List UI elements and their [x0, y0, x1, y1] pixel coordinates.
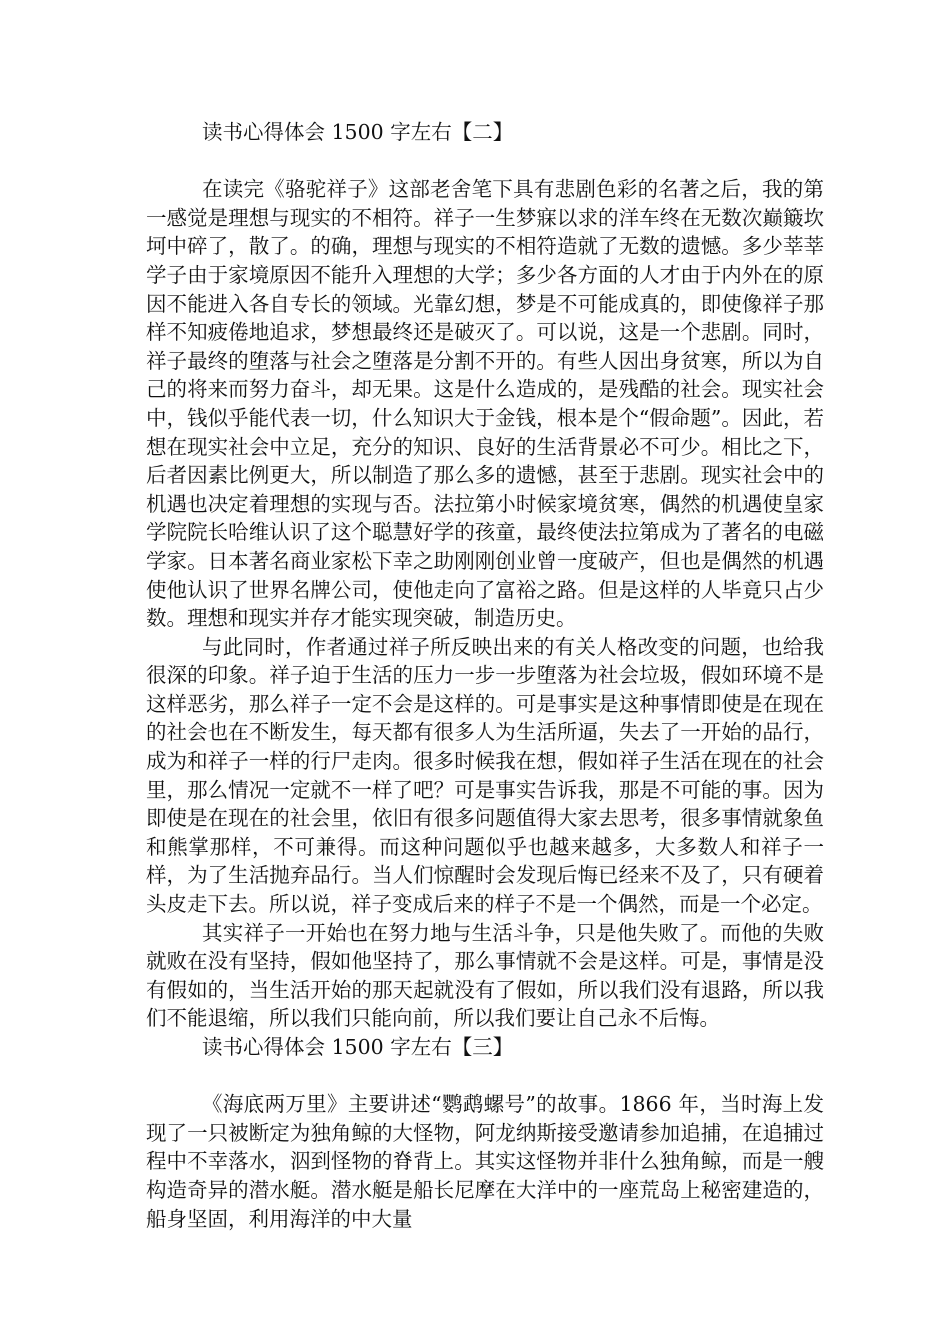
- section-heading-2: 读书心得体会 1500 字左右【二】: [202, 120, 514, 144]
- section-heading-3: 读书心得体会 1500 字左右【三】: [202, 1035, 514, 1059]
- spacer: [146, 1062, 824, 1091]
- paragraph: 其实祥子一开始也在努力地与生活斗争，只是他失败了。而他的失败就败在没有坚持，假如他坚持了，那么事情就不会是这样。可是，事情是没有假如的，当生活开始的那天起就没有了假如，所以我们没有退路，所以我们不能退缩，所以我们只能向前，所以我们要让自己永不后悔。: [146, 920, 824, 1031]
- document-page: [146, 118, 824, 1233]
- paragraph: 与此同时，作者通过祥子所反映出来的有关人格改变的问题，也给我很深的印象。祥子迫于生活的压力一步一步堕落为社会垃圾，假如环境不是这样恶劣，那么祥子一定不会是这样的。可是事实是这种事情即使是在现在的社会也在不断发生，每天都有很多人为生活所逼，失去了一开始的品行，成为和祥子一样的行尸走肉。很多时候我在想，假如祥子生活在现在的社会里，那么情况一定就不一样了吧？可是事实告诉我，那是不可能的事。因为即使是在现在的社会里，依旧有很多问题值得大家去思考，很多事情就象鱼和熊掌那样，不可兼得。而这种问题似乎也越来越多，大多数人和祥子一样，为了生活抛弃品行。当人们惊醒时会发现后悔已经来不及了，只有硬着头皮走下去。所以说，祥子变成后来的样子不是一个偶然，而是一个必定。: [146, 634, 824, 917]
- paragraph: 《海底两万里》主要讲述“鹦鹉螺号”的故事。1866 年，当时海上发现了一只被断定为独角鲸的大怪物，阿龙纳斯接受邀请参加追捕，在追捕过程中不幸落水，泅到怪物的脊背上。其实这怪物并非什么独角鲸，而是一艘构造奇异的潜水艇。潜水艇是船长尼摩在大洋中的一座荒岛上秘密建造的，船身坚固，利用海洋的中大量: [146, 1092, 824, 1231]
- spacer: [146, 147, 824, 176]
- paragraph: 在读完《骆驼祥子》这部老舍笔下具有悲剧色彩的名著之后，我的第一感觉是理想与现实的不相符。祥子一生梦寐以求的洋车终在无数次巅簸坎坷中碎了，散了。的确，理想与现实的不相符造就了无数的遗憾。多少莘莘学子由于家境原因不能升入理想的大学；多少各方面的人才由于内外在的原因不能进入各自专长的领域。光靠幻想，梦是不可能成真的，即使像祥子那样不知疲倦地追求，梦想最终还是破灭了。可以说，这是一个悲剧。同时，祥子最终的堕落与社会之堕落是分割不开的。有些人因出身贫寒，所以为自己的将来而努力奋斗，却无果。这是什么造成的，是残酷的社会。现实社会中，钱似乎能代表一切，什么知识大于金钱，根本是个“假命题”。因此，若想在现实社会中立足，充分的知识、良好的生活背景必不可少。相比之下，后者因素比例更大，所以制造了那么多的遗憾，甚至于悲剧。现实社会中的机遇也决定着理想的实现与否。法拉第小时候家境贫寒，偶然的机遇使皇家学院院长哈维认识了这个聪慧好学的孩童，最终使法拉第成为了著名的电磁学家。日本著名商业家松下幸之助刚刚创业曾一度破产，但也是偶然的机遇使他认识了世界名牌公司，使他走向了富裕之路。但是这样的人毕竟只占少数。理想和现实并存才能实现突破，制造历史。: [146, 177, 824, 631]
